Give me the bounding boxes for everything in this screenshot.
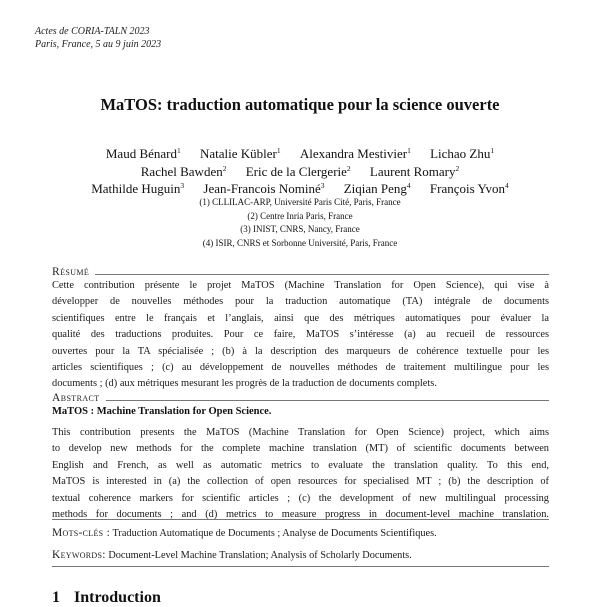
resume-text: Cette contribution présente le projet MaTOS (Machine Translation for Open Science), qui vise à développer de nouvelles méthodes pour la traduction automatique (TA) intégrale de documents scientifiques entre le français et l’anglais, ainsi que des métriques automatiques pour évaluer la qualité des traductions produites. Pour ce faire, MaTOS s’intéresse (a) au recueil de ressources ouvertes pour la TA spécialisée ; (b) à la description des marqueurs de cohérence textuelle pour les articles scientifiques ; (c) au développement de nouvelles méthodes de traitement multilingue pour les documents ; (d) aux métriques mesurant les progrès de la traduction de documents complets. (52, 280, 549, 390)
affiliation: (4) ISIR, CNRS et Sorbonne Université, Paris, France (202, 237, 398, 248)
abstract-bottom-rule (52, 519, 549, 520)
abstract-title: MaTOS : Machine Translation for Open Science. (52, 406, 272, 417)
heading-rule (106, 400, 549, 401)
resume-heading: Résumé (52, 266, 549, 278)
author: Laurent Romary$^2$ (369, 163, 460, 179)
keywords-en-label: Keywords: (52, 549, 106, 561)
resume-section (52, 266, 549, 393)
keywords-en (52, 549, 549, 561)
affiliation: (2) Centre Inria Paris, France (247, 210, 353, 221)
author: Jean-Francois Nominé$^3$ (203, 181, 325, 196)
author-line (0, 163, 600, 181)
author: Maud Bénard$^1$ (105, 146, 181, 161)
keywords-bottom-rule (52, 566, 549, 567)
affiliation: (1) CLLILAC-ARP, Université Paris Cité, Paris, France (199, 197, 401, 207)
affiliation-list (0, 196, 600, 250)
author-line (0, 145, 600, 163)
paper-title: MaTOS: traduction automatique pour la science ouverte (100, 95, 500, 114)
conference-location-date: Paris, France, 5 au 9 juin 2023 (35, 39, 162, 50)
author-list (0, 145, 600, 198)
author-line (0, 180, 600, 198)
conference-header (35, 25, 161, 51)
heading-rule (95, 274, 549, 275)
author: Natalie Kübler$^1$ (199, 146, 281, 161)
abstract-heading: Abstract (52, 392, 549, 404)
author: Mathilde Huguin$^3$ (91, 181, 185, 196)
author: Rachel Bawden$^2$ (140, 163, 227, 179)
author: François Yvon$^4$ (429, 181, 509, 196)
affiliation: (3) INIST, CNRS, Nancy, France (240, 224, 360, 234)
author: Ziqian Peng$^4$ (343, 181, 411, 196)
author: Lichao Zhu$^1$ (430, 146, 495, 161)
keywords-fr-value: Traduction Automatique de Documents ; Analyse de Documents Scientifiques. (112, 528, 437, 539)
author: Eric de la Clergerie$^2$ (245, 163, 351, 179)
author: Alexandra Mestivier$^1$ (299, 146, 411, 161)
keywords-fr-label: Mots-clés : (52, 527, 111, 539)
keywords-fr (52, 527, 549, 539)
keywords-en-value: Document-Level Machine Translation; Analysis of Scholarly Documents. (108, 550, 412, 561)
abstract-section (52, 392, 549, 523)
section-heading-introduction: 1 Introduction (52, 589, 161, 606)
abstract-text: This contribution presents the MaTOS (Machine Translation for Open Science) project, which aims to develop new methods for the complete machine translation (MT) of scientific documents between English and French, as well as automatic metrics to evaluate the translation quality. To this end, MaTOS is interested in (a) the collection of open resources for specialised MT ; (b) the description of textual coherence markers for scientific articles ; (c) the development of new multilingual processing methods for documents ; and (d) metrics to measure progress in document-level machine translation. (52, 427, 549, 521)
conference-name: Actes de CORIA-TALN 2023 (35, 26, 150, 37)
